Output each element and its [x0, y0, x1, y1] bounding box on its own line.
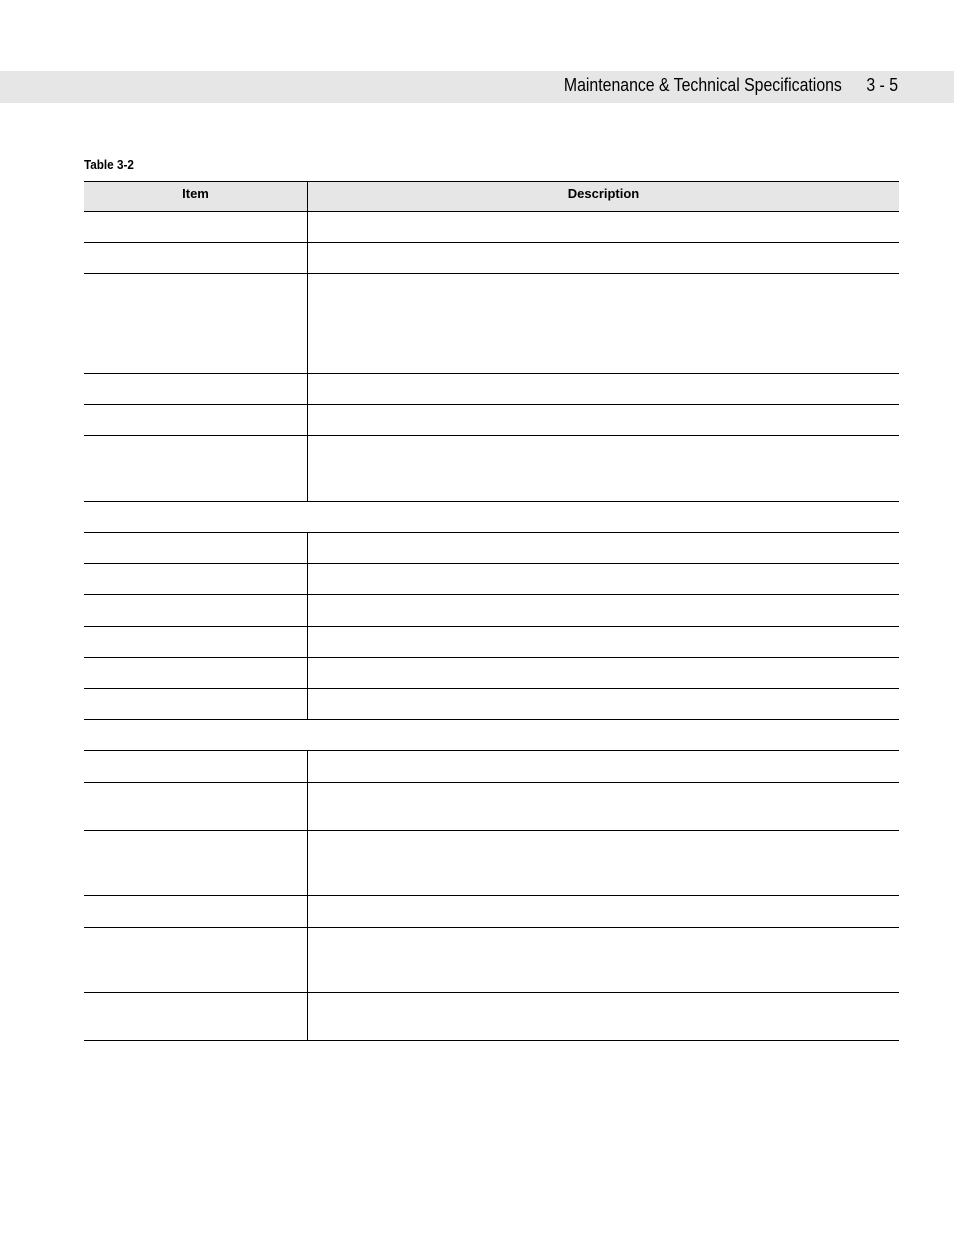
item-cell — [84, 564, 308, 594]
item-cell — [84, 274, 308, 373]
description-cell — [308, 993, 899, 1040]
description-cell — [308, 783, 899, 830]
item-cell — [84, 751, 308, 782]
table-row — [84, 928, 899, 993]
table-row — [84, 627, 899, 658]
table-row — [84, 658, 899, 689]
section-heading-cell — [84, 720, 899, 750]
table-section-row — [84, 720, 899, 751]
table-row — [84, 831, 899, 896]
description-cell — [308, 928, 899, 992]
description-cell — [308, 212, 899, 242]
item-cell — [84, 627, 308, 657]
item-cell — [84, 689, 308, 719]
page-number: 3 - 5 — [866, 75, 898, 95]
description-cell — [308, 374, 899, 404]
item-cell — [84, 993, 308, 1040]
table-row — [84, 212, 899, 243]
description-cell — [308, 831, 899, 895]
description-cell — [308, 751, 899, 782]
table-row — [84, 374, 899, 405]
description-cell — [308, 658, 899, 688]
table-section-row — [84, 502, 899, 533]
description-cell — [308, 627, 899, 657]
description-cell — [308, 274, 899, 373]
item-cell — [84, 405, 308, 435]
item-cell — [84, 436, 308, 501]
item-cell — [84, 896, 308, 927]
table-row — [84, 533, 899, 564]
table-row — [84, 689, 899, 720]
table-row — [84, 564, 899, 595]
section-heading-cell — [84, 502, 899, 532]
column-header-description: Description — [567, 186, 640, 201]
table-row — [84, 993, 899, 1041]
table-row — [84, 405, 899, 436]
description-cell — [308, 689, 899, 719]
item-cell — [84, 595, 308, 626]
spec-table — [84, 181, 899, 1041]
item-cell — [84, 374, 308, 404]
table-header-row — [84, 181, 899, 212]
description-cell — [308, 533, 899, 563]
column-header-item: Item — [84, 182, 308, 211]
table-row — [84, 751, 899, 783]
description-cell — [308, 595, 899, 626]
table-row — [84, 243, 899, 274]
table-caption: Table 3-2 — [84, 157, 134, 172]
description-cell — [308, 564, 899, 594]
description-cell — [308, 896, 899, 927]
table-row — [84, 595, 899, 627]
item-cell — [84, 212, 308, 242]
table-row — [84, 274, 899, 374]
item-cell — [84, 533, 308, 563]
description-cell — [308, 405, 899, 435]
item-cell — [84, 658, 308, 688]
table-row — [84, 896, 899, 928]
table-row — [84, 436, 899, 502]
item-cell — [84, 831, 308, 895]
item-cell — [84, 243, 308, 273]
running-header-title: Maintenance & Technical Specifications — [564, 75, 842, 95]
description-cell — [308, 436, 899, 501]
description-cell — [308, 243, 899, 273]
item-cell — [84, 928, 308, 992]
table-row — [84, 783, 899, 831]
item-cell — [84, 783, 308, 830]
